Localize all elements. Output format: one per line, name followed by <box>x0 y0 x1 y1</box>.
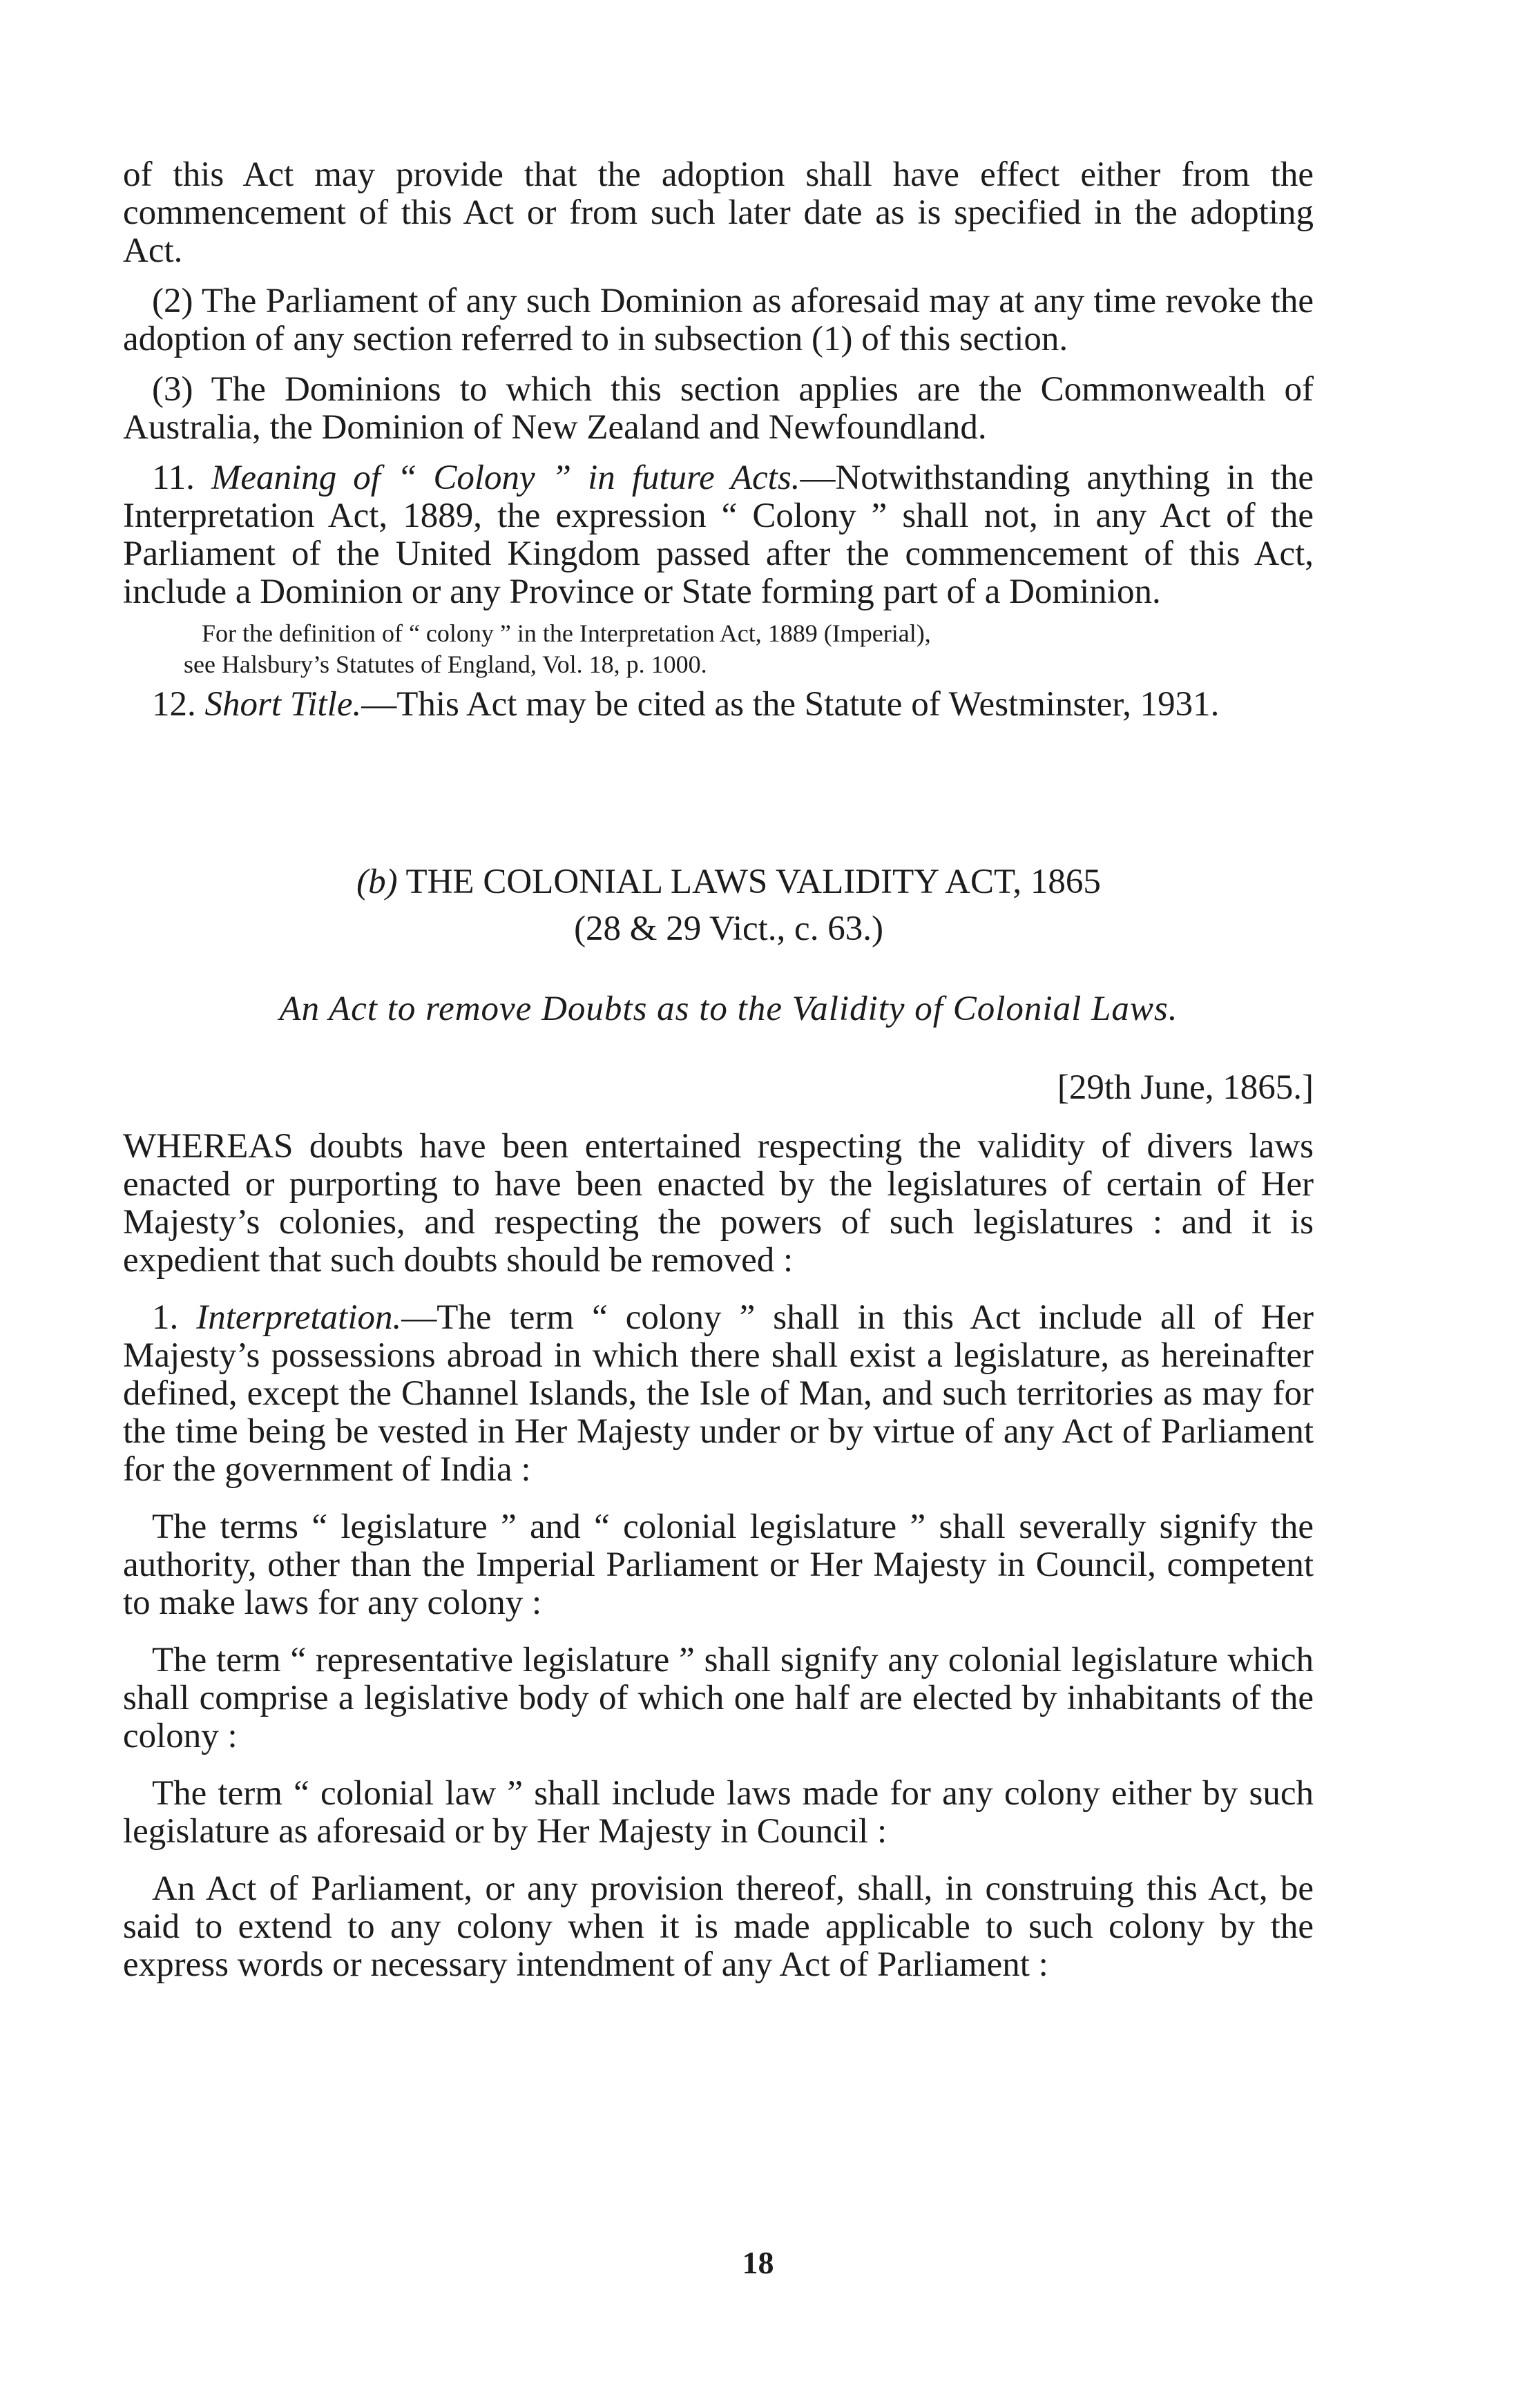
paragraph-subsection-2: (2) The Parliament of any such Dominion as aforesaid may at any time revoke the adoption of any section referred to in subsection (1) of this section. <box>123 282 1314 358</box>
act-citation: (28 & 29 Vict., c. 63.) <box>574 909 883 948</box>
act-title <box>123 860 1314 903</box>
section-12-number: 12. <box>152 685 196 724</box>
paragraph-subsection-3: (3) The Dominions to which this section applies are the Commonwealth of Australia, the Dominion of New Zealand and Newfoundland. <box>123 370 1314 447</box>
preamble: WHEREAS doubts have been entertained respecting the validity of divers laws enacted or purporting to have been enacted by the legislatures of certain of Her Majesty’s colonies, and respecting the powers of such legislatures : and it is expedient that such doubts should be removed : <box>123 1127 1314 1280</box>
paragraph-adoption-effect: of this Act may provide that the adoption shall have effect either from the commencement of this Act or from such later date as is specified in the adopting Act. <box>123 155 1314 270</box>
section-1-number: 1. <box>152 1298 179 1337</box>
act-title-text: THE COLONIAL LAWS VALIDITY ACT, 1865 <box>397 863 1101 901</box>
document-page <box>123 156 1314 1984</box>
section-11-heading: Meaning of “ Colony ” in future Acts. <box>211 459 800 497</box>
section-1-heading: Interpretation. <box>196 1298 402 1337</box>
section-11-text: —Notwithstanding anything in the Interpretation Act, 1889, the expression “ Colony ” shall not, in any Act of the Parliament of the United Kingdom passed after the commencement of this Act, include a Dominion or any Province or State forming part of a Dominion. <box>123 459 1314 611</box>
definition-representative-legislature: The term “ representative legislature ” shall signify any colonial legislature which shall comprise a legislative body of which one half are elected by inhabitants of the colony : <box>123 1641 1314 1755</box>
section-11-number: 11. <box>152 459 195 497</box>
section-12-text: —This Act may be cited as the Statute of Westminster, 1931. <box>361 685 1220 724</box>
section-12 <box>123 686 1314 724</box>
section-1-text: —The term “ colony ” shall in this Act include all of Her Majesty’s possessions abroad in which there shall exist a legislature, as hereinafter defined, except the Channel Islands, the Isle of Man, and such territories as may for the time being be vested in Her Majesty under or by virtue of any Act of Parliament for the government of India : <box>123 1298 1314 1489</box>
page-number: 18 <box>742 2245 774 2280</box>
editorial-note-line-2: see Halsbury’s Statutes of England, Vol. 18, p. 1000. <box>184 651 707 678</box>
definition-legislature: The terms “ legislature ” and “ colonial legislature ” shall severally signify the authority, other than the Imperial Parliament or Her Majesty in Council, competent to make laws for any colony : <box>123 1508 1314 1622</box>
section-12-heading: Short Title. <box>204 685 362 724</box>
section-11 <box>123 459 1314 611</box>
editorial-note-line-1: For the definition of “ colony ” in the Interpretation Act, 1889 (Imperial), <box>202 619 931 647</box>
act-label: (b) <box>356 863 398 901</box>
definition-extend-to-colony: An Act of Parliament, or any provision thereof, shall, in construing this Act, be said to extend to any colony when it is made applicable to such colony by the express words or necessary intendment of any Act of Parliament : <box>123 1869 1314 1984</box>
section-1 <box>123 1299 1314 1489</box>
editorial-note <box>123 618 1314 680</box>
act-long-title: An Act to remove Doubts as to the Validity of Colonial Laws. <box>279 990 1178 1028</box>
act-date: [29th June, 1865.] <box>1057 1068 1314 1107</box>
definition-colonial-law: The term “ colonial law ” shall include laws made for any colony either by such legislature as aforesaid or by Her Majesty in Council : <box>123 1774 1314 1851</box>
